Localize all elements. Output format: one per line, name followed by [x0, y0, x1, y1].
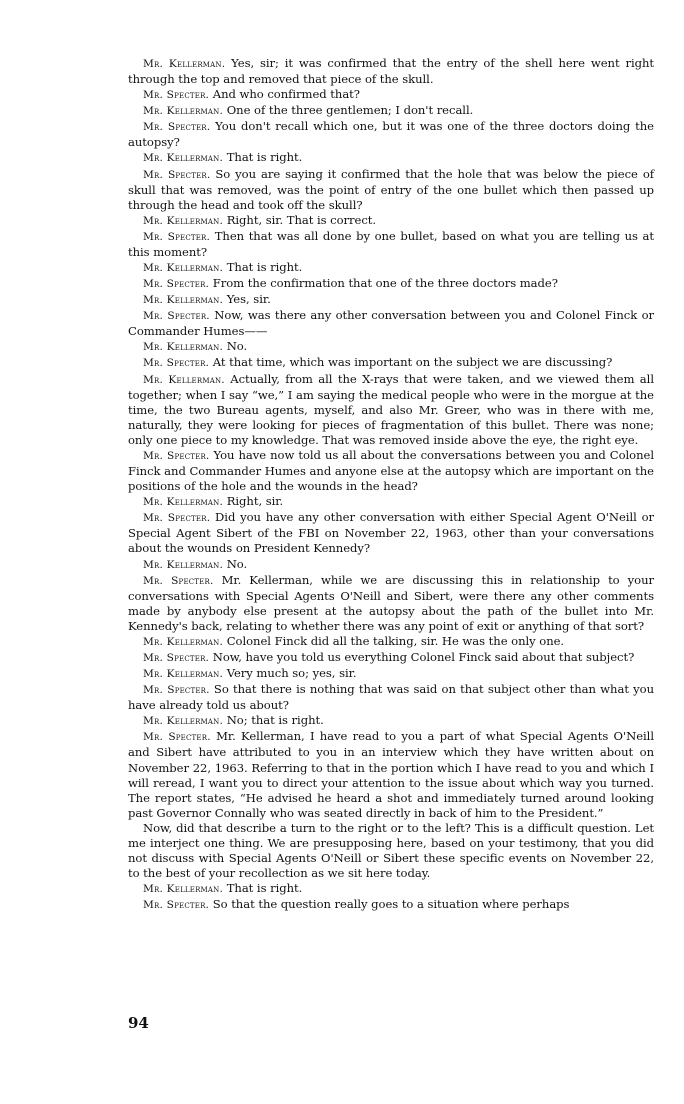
speaker-name: Mr. Specter.	[143, 89, 210, 102]
testimony-paragraph	[128, 494, 654, 510]
speaker-name: Mr. Kellerman.	[143, 58, 226, 70]
testimony-paragraph	[128, 713, 654, 729]
speech-text: Colonel Finck did all the talking, sir. He was the only one.	[223, 633, 565, 648]
speech-text: Mr. Kellerman, while we are discussing this in relationship to your conversations with Special Agents O'Neill and Sibert, were there any other comments made by anybody else present at the autopsy about the path of the bullet into Mr. Kennedy's back, relating to whether there was any point of exit or anything of that sort?	[128, 572, 655, 633]
testimony-paragraph	[128, 634, 654, 650]
speech-text: Then that was all done by one bullet, based on what you are telling us at this moment?	[128, 228, 654, 259]
speaker-name: Mr. Specter.	[143, 278, 210, 291]
speech-text: At that time, which was important on the subject we are discussing?	[209, 355, 613, 370]
speaker-name: Mr. Specter.	[143, 168, 211, 181]
speech-text: That is right.	[223, 150, 303, 165]
page-number: 94	[128, 1014, 149, 1032]
speech-text: Did you have any other conversation with either Special Agent O'Neill or Special Agent Sibert of the FBI on November 22, 1963, other than your conversations about the wounds on President Kennedy?	[128, 510, 654, 556]
testimony-paragraph	[128, 881, 654, 897]
testimony-paragraph	[128, 821, 654, 881]
speaker-name: Mr. Kellerman.	[143, 496, 224, 509]
testimony-paragraph	[128, 167, 654, 213]
speaker-name: Mr. Specter.	[143, 651, 210, 664]
speech-text: Very much so; yes, sir.	[223, 666, 357, 681]
speech-text: That is right.	[223, 881, 303, 896]
speaker-name: Mr. Specter.	[143, 310, 210, 323]
testimony-paragraph	[128, 682, 654, 713]
speech-text: So you are saying it confirmed that the hole that was below the piece of skull that was removed, was the point of entry of the one bullet which then passed up through the head and took off the skull?	[128, 166, 654, 212]
speaker-name: Mr. Kellerman.	[143, 294, 224, 307]
speech-text: Right, sir. That is correct.	[223, 212, 377, 227]
speech-text: Right, sir.	[223, 494, 284, 509]
speech-text: Now, did that describe a turn to the right or to the left? This is a difficult question. Let me interject one thing. We are presupposing here, based on your testimony, that you did not discuss with Special Agents O'Neill or Sibert these specific events on November 22, to the best of your recollection as we sit here today.	[128, 820, 654, 881]
testimony-paragraph	[128, 119, 654, 150]
testimony-paragraph	[128, 666, 654, 682]
speaker-name: Mr. Kellerman.	[143, 152, 224, 165]
speaker-name: Mr. Specter.	[143, 512, 211, 525]
testimony-paragraph	[128, 650, 654, 666]
testimony-paragraph	[128, 229, 654, 260]
speaker-name: Mr. Kellerman.	[143, 715, 224, 728]
speaker-name: Mr. Specter.	[143, 684, 210, 697]
speaker-name: Mr. Specter.	[143, 731, 211, 744]
speech-text: No.	[223, 556, 248, 571]
testimony-paragraph	[128, 339, 654, 355]
testimony-paragraph	[128, 448, 654, 494]
speaker-name: Mr. Kellerman.	[143, 341, 224, 354]
speech-text: From the confirmation that one of the three doctors made?	[209, 276, 558, 291]
speaker-name: Mr. Specter.	[143, 449, 210, 462]
speech-text: Now, was there any other conversation between you and Colonel Finck or Commander Humes——	[128, 308, 654, 339]
speech-text: No.	[223, 339, 248, 354]
testimony-paragraph	[128, 87, 654, 103]
speech-text: That is right.	[223, 260, 303, 275]
testimony-paragraph	[128, 103, 654, 119]
speech-text: You have now told us all about the conversations between you and Colonel Finck and Commander Humes and anyone else at the autopsy which are important on the positions of the hole and the wounds in the head?	[128, 447, 654, 494]
speech-text: So that the question really goes to a situation where perhaps	[209, 897, 570, 912]
speaker-name: Mr. Kellerman.	[143, 373, 225, 386]
testimony-paragraph	[128, 213, 654, 229]
speech-text: One of the three gentlemen; I don't recall.	[223, 103, 474, 118]
testimony-paragraph	[128, 573, 654, 634]
testimony-paragraph	[128, 56, 654, 87]
speaker-name: Mr. Kellerman.	[143, 214, 224, 227]
testimony-paragraph	[128, 557, 654, 573]
speaker-name: Mr. Kellerman.	[143, 635, 224, 648]
speech-text: Mr. Kellerman, I have read to you a part of what Special Agents O'Neill and Sibert have attributed to you in an interview which they have written about on November 22, 1963. Referring to that in the portion which I have read to you and which I will reread, I want you to direct your attention to the issue about which way you turned. The report states, “He advised he heard a shot and immediately turned around looking past Governor Connally who was seated directly in back of him to the President.”	[128, 729, 654, 820]
speaker-name: Mr. Specter.	[143, 899, 210, 912]
testimony-paragraph	[128, 292, 654, 308]
speaker-name: Mr. Specter.	[143, 574, 214, 587]
testimony-text	[128, 56, 654, 913]
speaker-name: Mr. Specter.	[143, 357, 210, 370]
speech-text: And who confirmed that?	[209, 87, 360, 102]
speaker-name: Mr. Specter.	[143, 121, 211, 134]
speaker-name: Mr. Kellerman.	[143, 668, 224, 681]
testimony-paragraph	[128, 260, 654, 276]
speech-text: Yes, sir; it was confirmed that the entry of the shell here went right through the top and removed that piece of the skull.	[128, 56, 654, 87]
speech-text: So that there is nothing that was said on that subject other than what you have already told us about?	[128, 682, 654, 713]
testimony-paragraph	[128, 372, 654, 448]
testimony-paragraph	[128, 308, 654, 339]
speech-text: No; that is right.	[223, 713, 324, 728]
speaker-name: Mr. Kellerman.	[143, 262, 224, 275]
speaker-name: Mr. Kellerman.	[143, 558, 224, 571]
testimony-paragraph	[128, 510, 654, 556]
testimony-paragraph	[128, 276, 654, 292]
testimony-paragraph	[128, 729, 654, 820]
testimony-paragraph	[128, 355, 654, 371]
speaker-name: Mr. Kellerman.	[143, 883, 224, 896]
speech-text: Actually, from all the X-rays that were taken, and we viewed them all together; when I say “we,” I am saying the medical people who were in the morgue at the time, the two Bureau agents, myself, and also Mr. Greer, who was in there with me, naturally, they were looking for pieces of fragmentation of this bullet. There was none; only one piece to my knowledge. That was removed inside above the eye, the right eye.	[128, 371, 654, 447]
speaker-name: Mr. Kellerman.	[143, 105, 224, 118]
speech-text: Yes, sir.	[223, 292, 271, 307]
speech-text: Now, have you told us everything Colonel Finck said about that subject?	[209, 649, 635, 664]
speaker-name: Mr. Specter.	[143, 230, 211, 243]
testimony-paragraph	[128, 897, 654, 913]
testimony-paragraph	[128, 150, 654, 166]
speech-text: You don't recall which one, but it was one of the three doctors doing the autopsy?	[128, 119, 654, 150]
